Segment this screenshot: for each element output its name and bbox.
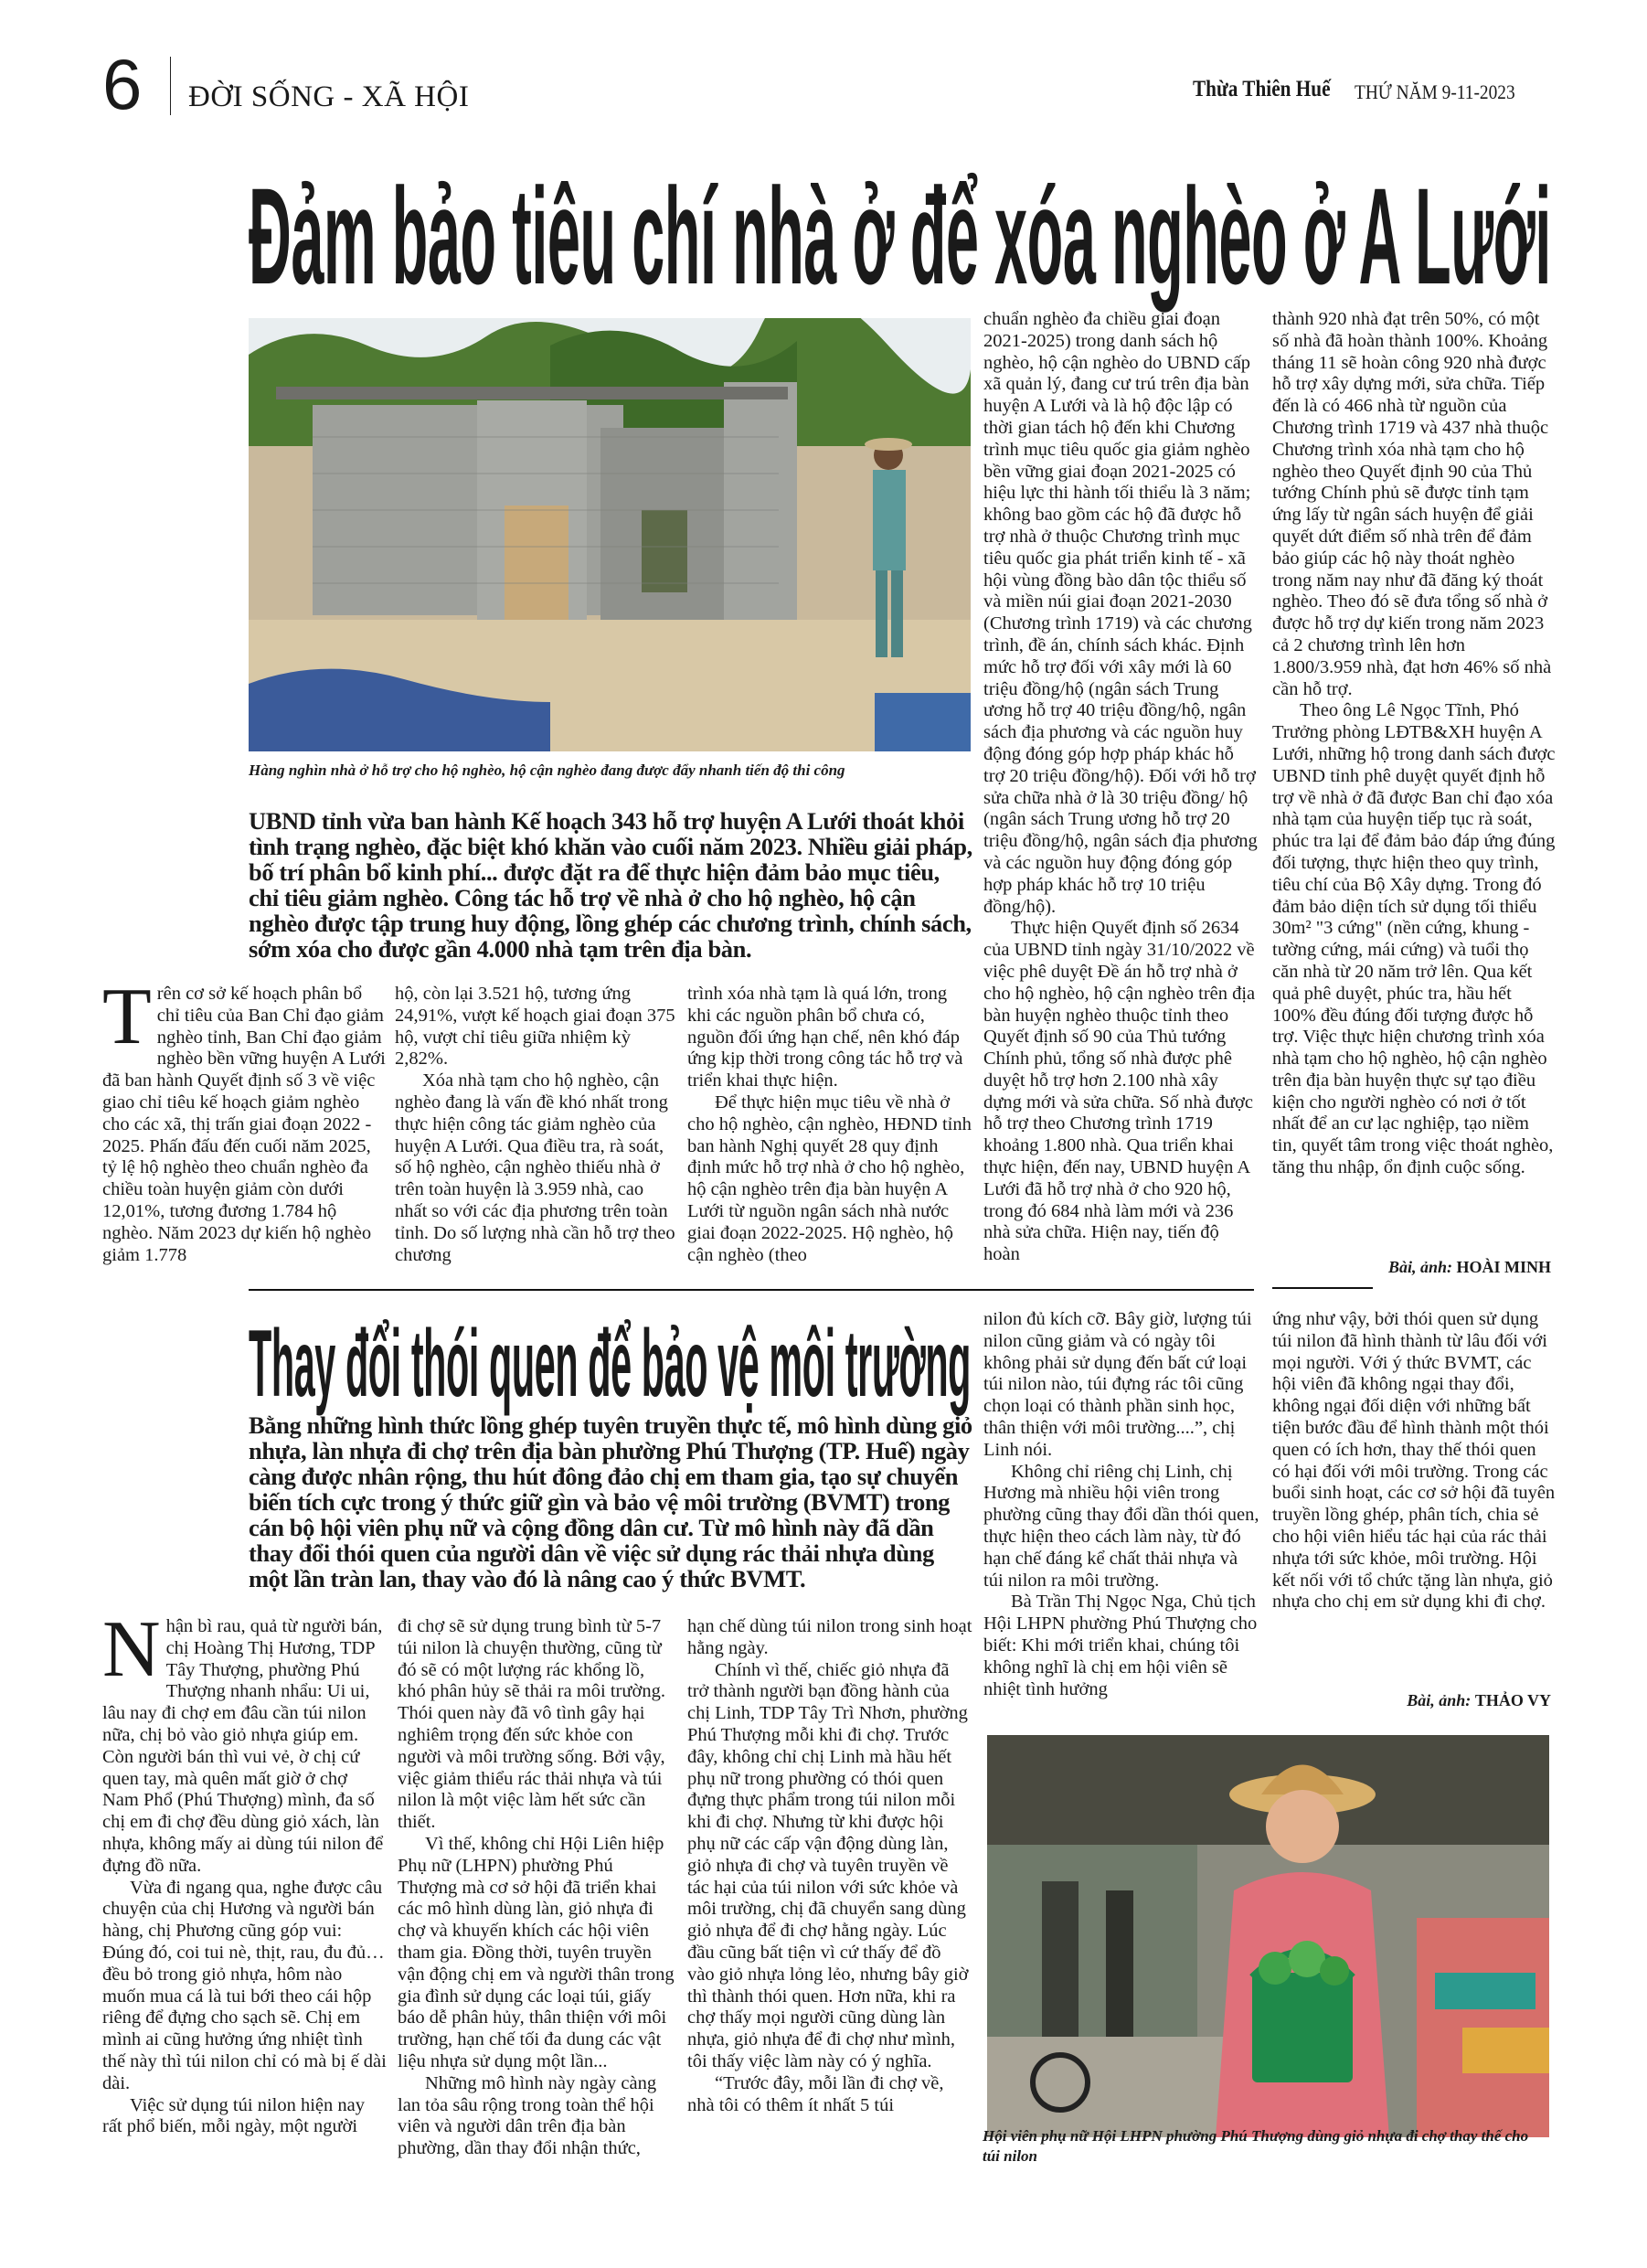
body-paragraph: Thực hiện Quyết định số 2634 của UBND tỉnh ngày 31/10/2022 về việc phê duyệt Đề án hỗ trợ nhà ở cho hộ nghèo, hộ cận nghèo trên địa bàn huyện nghèo thuộc tỉnh theo Quyết định số 90 của Thủ tướng Chính phủ, tổng số nhà được phê duyệt hỗ trợ hơn 2.100 nhà xây dựng mới và sửa chữa. Số nhà được hỗ trợ theo Chương trình 1719 khoảng 1.800 nhà. Qua triển khai thực hiện, đến nay, UBND huyện A Lưới đã hỗ trợ nhà ở cho 920 hộ, trong đó 684 nhà làm mới và 236 nhà sửa chữa. Hiện nay, tiến độ hoàn [983, 918, 1256, 1265]
article1-sapo: UBND tỉnh vừa ban hành Kế hoạch 343 hỗ trợ huyện A Lưới thoát khỏi tình trạng nghèo, đặc biệt khó khăn vào cuối năm 2023. Nhiều giải pháp, bố trí phân bổ kinh phí... được đặt ra để thực hiện đảm bảo mục tiêu, chỉ tiêu giảm nghèo. Công tác hỗ trợ về nhà ở cho hộ nghèo, hộ cận nghèo được tập trung huy động, lồng ghép các chương trình, chính sách, sớm xóa cho được gần 4.000 nhà tạm trên địa bàn. [249, 807, 972, 963]
body-paragraph: chuẩn nghèo đa chiều giai đoạn 2021-2025) trong danh sách hộ nghèo, hộ cận nghèo do UBND cấp xã quản lý, đang cư trú trên địa bàn huyện A Lưới và là hộ độc lập có thời gian tách hộ đến khi Chương trình mục tiêu quốc gia giảm nghèo bền vững giai đoạn 2021-2025 có hiệu lực thi hành tối thiểu là 3 năm; không bao gồm các hộ đã được hỗ trợ nhà ở thuộc Chương trình mục tiêu quốc gia phát triển kinh tế - xã hội vùng đồng bào dân tộc thiểu số và miền núi giai đoạn 2021-2030 (Chương trình 1719) và các chương trình, đề án, chính sách khác. Định mức hỗ trợ đối với xây mới là 60 triệu đồng/hộ (ngân sách Trung ương hỗ trợ 40 triệu đồng/hộ, ngân sách địa phương và các nguồn huy động đóng góp hợp pháp khác hỗ trợ 20 triệu đồng/hộ). Đối với hỗ trợ sửa chữa nhà ở là 30 triệu đồng/ hộ (ngân sách Trung ương hỗ trợ 20 triệu đồng/hộ, ngân sách địa phương và các nguồn huy động đóng góp hợp pháp khác hỗ trợ 10 triệu đồng/hộ). [983, 309, 1258, 917]
byline-label: Bài, ảnh: [1407, 1691, 1472, 1709]
article1-column-3 [687, 984, 972, 1285]
article2-headline: Thay đổi thói quen để bảo vệ môi trường [249, 1311, 972, 1417]
article2-column-1 [102, 1616, 388, 2183]
body-paragraph: hạn chế dùng túi nilon trong sinh hoạt hằng ngày. [687, 1616, 972, 1658]
body-paragraph: hộ, còn lại 3.521 hộ, tương ứng 24,91%, vượt kế hoạch giai đoạn 375 hộ, vượt chỉ tiêu giữa nhiệm kỳ 2,82%. [395, 984, 675, 1070]
article1-photo-caption: Hàng nghìn nhà ở hỗ trợ cho hộ nghèo, hộ cận nghèo đang được đẩy nhanh tiến độ thi công [249, 761, 845, 779]
article2-column-3 [687, 1616, 972, 2183]
drop-cap: N [102, 1616, 161, 1694]
article1-photo-house-construction [249, 318, 971, 751]
section-title: ĐỜI SỐNG - XÃ HỘI [188, 80, 470, 113]
body-paragraph: Vì thế, không chỉ Hội Liên hiệp Phụ nữ (LHPN) phường Phú Thượng mà cơ sở hội đã triển khai các mô hình dùng làn, giỏ nhựa đi chợ và khuyến khích các hội viên tham gia. Đồng thời, tuyên truyền vận động chị em và người thân trong gia đình sử dụng các loại túi, giấy báo dễ phân hủy, thân thiện với môi trường, hạn chế tối đa dung các vật liệu nhựa sử dụng một lần... [398, 1833, 675, 2071]
drop-cap: T [102, 984, 152, 1061]
body-paragraph: nilon đủ kích cỡ. Bây giờ, lượng túi nilon cũng giảm và có ngày tôi không phải sử dụng đến bất cứ loại túi nilon nào, túi đựng rác tôi cũng chọn loại có thành phần sinh học, thân thiện với môi trường....”, chị Linh nói. [983, 1309, 1252, 1460]
article1-column-4 [983, 309, 1259, 1285]
byline-label: Bài, ảnh: [1387, 1258, 1452, 1276]
body-paragraph: Để thực hiện mục tiêu về nhà ở cho hộ nghèo, cận nghèo, HĐND tỉnh ban hành Nghị quyết 28 quy định định mức hỗ trợ nhà ở cho hộ nghèo, hộ cận nghèo trên địa bàn huyện A Lưới từ nguồn ngân sách nhà nước giai đoạn 2022-2025. Hộ nghèo, hộ cận nghèo (theo [687, 1091, 972, 1265]
body-paragraph: Việc sử dụng túi nilon hiện nay rất phổ biến, mỗi ngày, một người [102, 2094, 365, 2137]
newspaper-name: Thừa Thiên Huế [1193, 77, 1331, 101]
body-paragraph [102, 984, 388, 1266]
article1-column-2 [395, 984, 680, 1285]
page-number: 6 [102, 44, 143, 124]
header-divider [170, 57, 171, 115]
body-paragraph: Không chỉ riêng chị Linh, chị Hương mà nhiều hội viên trong phường cũng thay đổi dần thói quen, thực hiện theo cách làm này, từ đó hạn chế đáng kể chất thải nhựa và túi nilon ra môi trường. [983, 1461, 1259, 1591]
body-paragraph [102, 1616, 388, 1878]
article2-byline [1272, 1691, 1551, 1710]
body-paragraph: Xóa nhà tạm cho hộ nghèo, cận nghèo đang là vấn đề khó nhất trong thực hiện công tác giảm nghèo của huyện A Lưới. Qua điều tra, rà soát, số hộ nghèo, cận nghèo thiếu nhà ở trên toàn huyện là 3.959 nhà, cao nhất so với các địa phương trên toàn tỉnh. Do số lượng nhà cần hỗ trợ theo chương [395, 1070, 675, 1265]
body-paragraph: Vừa đi ngang qua, nghe được câu chuyện của chị Hương và người bán hàng, chị Phương cũng góp vui: Đúng đó, coi tui nè, thịt, rau, đu đủ… đều bỏ trong giỏ nhựa, hôm nào muốn mua cá là tui bới theo cái hộp riêng để đựng cho sạch sẽ. Chị em mình ai cũng hưởng ứng nhiệt tình thế này thì túi nilon chỉ có mà bị ế dài dài. [102, 1877, 387, 2093]
body-paragraph: trình xóa nhà tạm là quá lớn, trong khi các nguồn phân bổ chưa có, nguồn đối ứng hạn chế, nên khó đáp ứng kịp thời trong công tác hỗ trợ và triển khai thực hiện. [687, 984, 963, 1091]
article2-column-5 [1272, 1309, 1556, 1675]
paragraph-text: rên cơ sở kế hoạch phân bổ chỉ tiêu của Ban Chỉ đạo giảm nghèo tỉnh, Ban Chỉ đạo giảm nghèo bền vững huyện A Lưới đã ban hành Quyết định số 3 về việc giao chỉ tiêu kế hoạch giảm nghèo cho các xã, thị trấn giai đoạn 2022 - 2025. Phấn đấu đến cuối năm 2025, tỷ lệ hộ nghèo theo chuẩn nghèo đa chiều toàn huyện giảm còn dưới 12,01%, tương đương 1.784 hộ nghèo. Năm 2023 dự kiến hộ nghèo giảm 1.778 [102, 984, 386, 1265]
article2-sapo: Bằng những hình thức lồng ghép tuyên truyền thực tế, mô hình dùng giỏ nhựa, làn nhựa đi chợ trên địa bàn phường Phú Thượng (TP. Huế) ngày càng được nhân rộng, thu hút đông đảo chị em tham gia, tạo sự chuyển biến tích cực trong ý thức giữ gìn và bảo vệ môi trường (BVMT) trong cán bộ hội viên phụ nữ và cộng đồng dân cư. Từ mô hình này đã dần thay đổi thói quen của người dân về việc sử dụng rác thải nhựa dùng một lần tràn lan, thay vào đó là nâng cao ý thức BVMT. [249, 1411, 972, 1592]
byline-author: THẢO VY [1474, 1691, 1551, 1709]
article1-column-5 [1272, 309, 1556, 1251]
body-paragraph: “Trước đây, mỗi lần đi chợ về, nhà tôi có thêm ít nhất 5 túi [687, 2072, 944, 2115]
body-paragraph: đi chợ sẽ sử dụng trung bình từ 5-7 túi nilon là chuyện thường, cũng từ đó sẽ có một lượng rác khổng lồ, khó phân hủy sẽ thải ra môi trường. Thói quen này đã vô tình gây hại nghiêm trọng đến sức khỏe con người và môi trường sống. Bởi vậy, việc giảm thiểu rác thải nhựa và túi nilon là một việc làm hết sức cần thiết. [398, 1616, 665, 1833]
body-paragraph: thành 920 nhà đạt trên 50%, có một số nhà đã hoàn thành 100%. Khoảng tháng 11 sẽ hoàn công 920 nhà được hỗ trợ xây dựng mới, sửa chữa. Tiếp đến là có 466 nhà từ nguồn của Chương trình 1719 và 437 nhà thuộc Chương trình xóa nhà tạm cho hộ nghèo theo Quyết định 90 của Thủ tướng Chính phủ sẽ được tỉnh tạm ứng lấy từ ngân sách huyện để giải quyết dứt điểm số nhà trên để đảm bảo giúp các hộ này thoát nghèo trong năm nay như đã đăng ký thoát nghèo. Theo đó sẽ đưa tổng số nhà ở được hỗ trợ dự kiến trong năm 2023 cả 2 chương trình lên hơn 1.800/3.959 nhà, đạt hơn 46% số nhà cần hỗ trợ. [1272, 309, 1552, 699]
article2-photo-market-woman [987, 1735, 1549, 2137]
article1-byline [1272, 1258, 1551, 1277]
article2-photo-caption: Hội viên phụ nữ Hội LHPN phường Phú Thượng dùng giỏ nhựa đi chợ thay thế cho túi nilon [983, 2127, 1529, 2165]
body-paragraph: ứng như vậy, bởi thói quen sử dụng túi nilon đã hình thành từ lâu đối với mọi người. Với ý thức BVMT, các hội viên đã không ngại thay đổi, không ngại đối diện với những bất tiện bước đầu để hình thành một thói quen có ích hơn, thay thế thói quen có hại đối với môi trường. Trong các buổi sinh hoạt, các cơ sở hội đã tuyên truyền lồng ghép, phân tích, chia sẻ cho hội viên hiểu tác hại của rác thải nhựa tới sức khỏe, môi trường. Hội kết nối với tổ chức tặng làn nhựa, giỏ nhựa cho chị em sử dụng khi đi chợ. [1272, 1309, 1556, 1613]
article1-column-1 [102, 984, 388, 1285]
article2-column-2 [398, 1616, 676, 2183]
byline-author: HOÀI MINH [1456, 1258, 1551, 1276]
body-paragraph: Bà Trần Thị Ngọc Nga, Chủ tịch Hội LHPN phường Phú Thượng cho biết: Khi mới triển khai, chúng tôi không nghĩ là chị em hội viên sẽ nhiệt tình hưởng [983, 1592, 1258, 1699]
body-paragraph: Chính vì thế, chiếc giỏ nhựa đã trở thành người bạn đồng hành của chị Linh, TDP Tây Trì Nhơn, phường Phú Thượng mỗi khi đi chợ. Trước đây, không chỉ chị Linh mà hầu hết phụ nữ trong phường có thói quen đựng thực phẩm trong túi nilon mỗi khi đi chợ. Nhưng từ khi được hội phụ nữ các cấp vận động dùng làn, giỏ nhựa đi chợ và tuyên truyền về tác hại của túi nilon với sức khỏe và môi trường, chị đã chuyển sang dùng giỏ nhựa để đi chợ hằng ngày. Lúc đầu cũng bất tiện vì cứ thấy để đồ vào giỏ nhựa lỏng lẻo, nhưng bây giờ thì thành thói quen. Hơn nữa, khi ra chợ thấy mọi người cũng dùng làn nhựa, giỏ nhựa để đi chợ như mình, tôi thấy việc làm này có ý nghĩa. [687, 1659, 969, 2071]
paragraph-text: hận bì rau, quả từ người bán, chị Hoàng Thị Hương, TDP Tây Thượng, phường Phú Thượng nhanh nhẩu: Ui ui, lâu nay đi chợ em đâu cần túi nilon nữa, chị bỏ vào giỏ nhựa giúp em. Còn người bán thì vui vẻ, ờ chị cứ quen tay, mà quên mất giờ ở chợ Nam Phổ (Phú Thượng) mình, đa số chị em đi chợ đều dùng giỏ xách, làn nhựa, không mấy ai dùng túi nilon để đựng đồ nữa. [102, 1616, 384, 1876]
body-paragraph: Theo ông Lê Ngọc Tĩnh, Phó Trưởng phòng LĐTB&XH huyện A Lưới, những hộ trong danh sách được UBND tỉnh phê duyệt quyết định hỗ trợ về nhà ở đã được Ban chỉ đạo xóa nhà tạm của huyện tiếp tục rà soát, phúc tra lại để đảm bảo đáp ứng đúng đối tượng, thực hiện theo quy trình, tiêu chí của Bộ Xây dựng. Trong đó đảm bảo diện tích sử dụng tối thiểu 30m² "3 cứng" (nền cứng, khung - tường cứng, mái cứng) và tuổi thọ căn nhà từ 20 năm trở lên. Qua kết quả phê duyệt, phúc tra, hầu hết 100% đều đúng đối tượng được hỗ trợ. Việc thực hiện chương trình xóa nhà tạm cho hộ nghèo, hộ cận nghèo trên địa bàn huyện thực sự tạo điều kiện cho người nghèo có nơi ở tốt nhất để an cư lạc nghiệp, tạo niềm tin, quyết tâm trong việc thoát nghèo, tăng thu nhập, ổn định cuộc sống. [1272, 700, 1556, 1178]
article2-column-4 [983, 1309, 1259, 1716]
article-separator-rule [249, 1289, 1254, 1291]
article1-headline: Đảm bảo tiêu chí nhà ở để xóa nghèo ở A Lưới [249, 159, 1551, 313]
byline-rule [1272, 1287, 1373, 1289]
body-paragraph: Những mô hình này ngày càng lan tỏa sâu rộng trong toàn thể hội viên và người dân trên địa bàn phường, dần thay đổi nhận thức, [398, 2072, 657, 2159]
issue-date: THỨ NĂM 9-11-2023 [1355, 80, 1515, 103]
